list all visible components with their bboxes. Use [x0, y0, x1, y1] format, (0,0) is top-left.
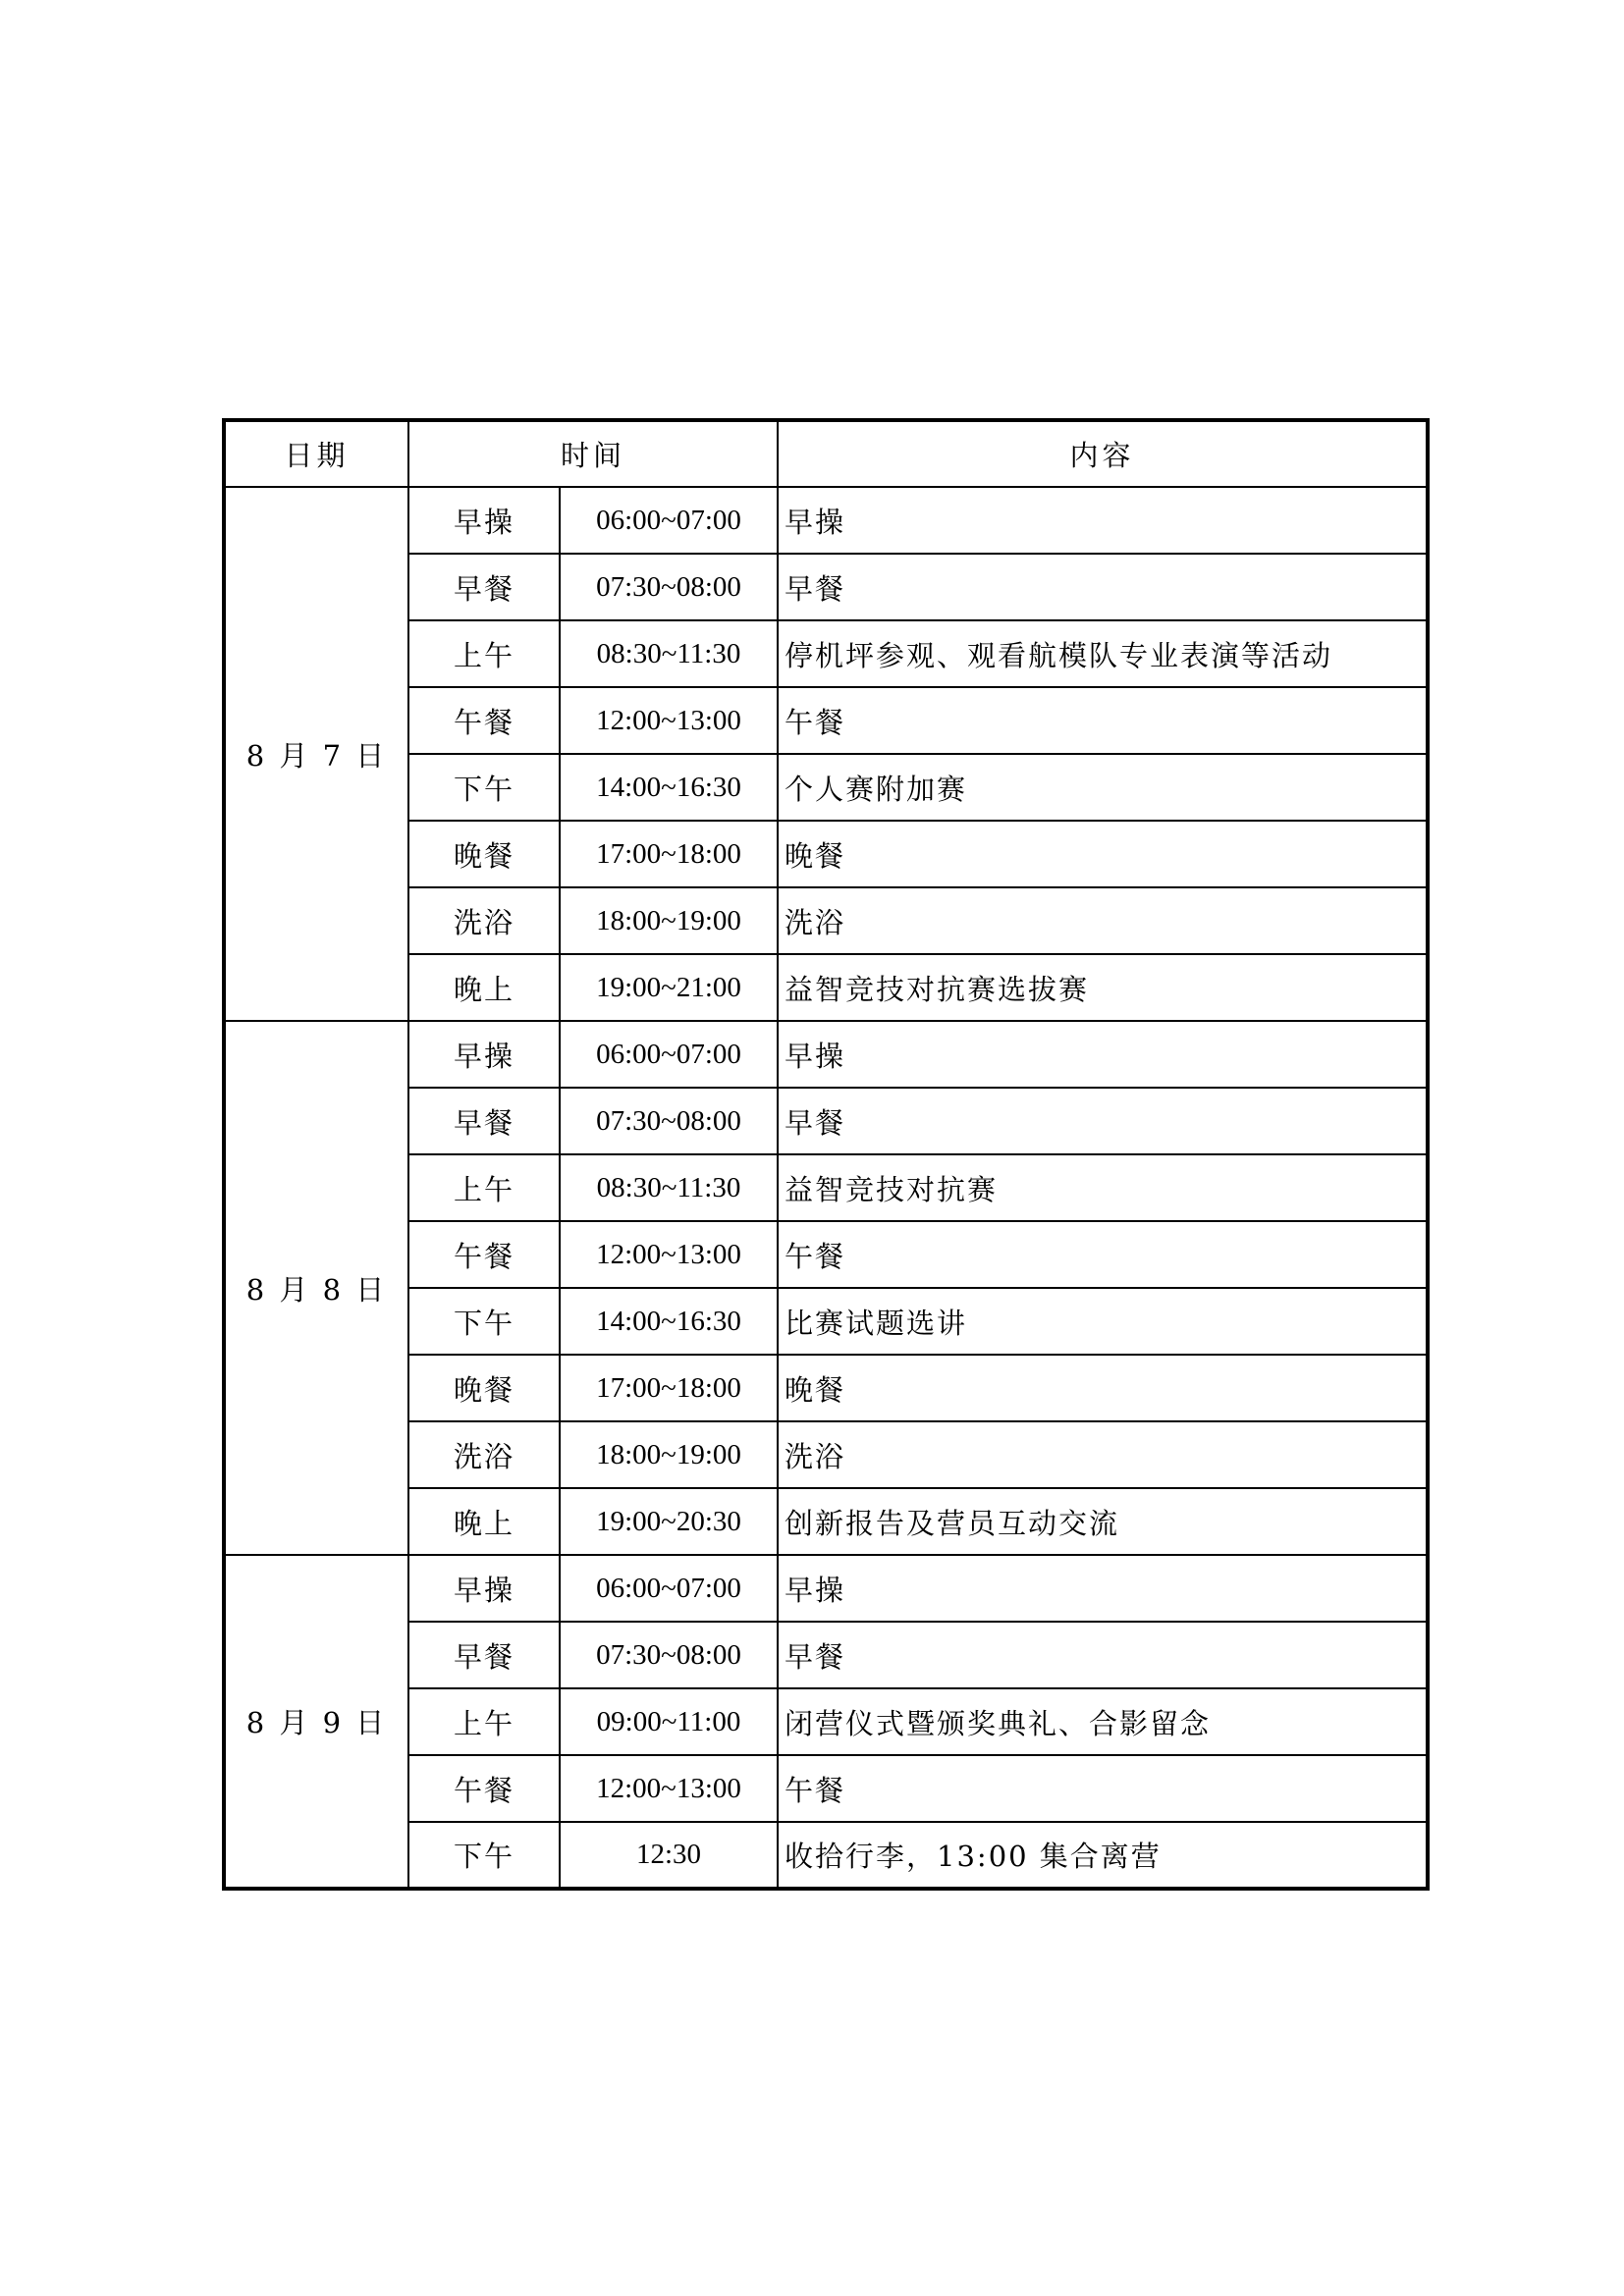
period-cell: 早操 — [408, 487, 560, 554]
period-cell: 晚上 — [408, 954, 560, 1021]
time-cell: 06:00~07:00 — [560, 1555, 778, 1622]
period-cell: 下午 — [408, 754, 560, 821]
content-cell: 午餐 — [778, 1755, 1428, 1822]
period-cell: 下午 — [408, 1822, 560, 1889]
schedule-table — [222, 418, 1430, 1891]
date-cell: 8 月 9 日 — [224, 1555, 408, 1889]
content-cell: 早餐 — [778, 554, 1428, 620]
header-row — [224, 420, 1428, 487]
period-cell: 早餐 — [408, 1622, 560, 1688]
period-cell: 晚上 — [408, 1488, 560, 1555]
period-cell: 洗浴 — [408, 1421, 560, 1488]
date-cell: 8 月 8 日 — [224, 1021, 408, 1555]
content-cell: 午餐 — [778, 687, 1428, 754]
time-cell: 17:00~18:00 — [560, 821, 778, 887]
period-cell: 晚餐 — [408, 821, 560, 887]
content-cell: 比赛试题选讲 — [778, 1288, 1428, 1355]
period-cell: 晚餐 — [408, 1355, 560, 1421]
time-cell: 08:30~11:30 — [560, 1154, 778, 1221]
period-cell: 午餐 — [408, 1221, 560, 1288]
time-cell: 07:30~08:00 — [560, 1622, 778, 1688]
time-cell: 07:30~08:00 — [560, 1088, 778, 1154]
content-cell: 早餐 — [778, 1088, 1428, 1154]
time-cell: 12:00~13:00 — [560, 1755, 778, 1822]
content-cell: 洗浴 — [778, 1421, 1428, 1488]
time-cell: 12:00~13:00 — [560, 1221, 778, 1288]
period-cell: 上午 — [408, 1688, 560, 1755]
period-cell: 上午 — [408, 1154, 560, 1221]
period-cell: 早操 — [408, 1555, 560, 1622]
content-cell: 晚餐 — [778, 821, 1428, 887]
content-cell: 益智竞技对抗赛选拔赛 — [778, 954, 1428, 1021]
period-cell: 早餐 — [408, 1088, 560, 1154]
content-cell: 个人赛附加赛 — [778, 754, 1428, 821]
time-cell: 19:00~20:30 — [560, 1488, 778, 1555]
time-cell: 14:00~16:30 — [560, 1288, 778, 1355]
period-cell: 早操 — [408, 1021, 560, 1088]
content-cell: 闭营仪式暨颁奖典礼、合影留念 — [778, 1688, 1428, 1755]
content-cell: 早餐 — [778, 1622, 1428, 1688]
period-cell: 上午 — [408, 620, 560, 687]
table-row — [224, 1555, 1428, 1622]
time-cell: 08:30~11:30 — [560, 620, 778, 687]
time-cell: 12:00~13:00 — [560, 687, 778, 754]
time-cell: 18:00~19:00 — [560, 1421, 778, 1488]
table-row — [224, 487, 1428, 554]
content-cell: 早操 — [778, 1555, 1428, 1622]
time-cell: 19:00~21:00 — [560, 954, 778, 1021]
content-cell: 益智竞技对抗赛 — [778, 1154, 1428, 1221]
content-cell: 晚餐 — [778, 1355, 1428, 1421]
time-cell: 14:00~16:30 — [560, 754, 778, 821]
content-cell: 停机坪参观、观看航模队专业表演等活动 — [778, 620, 1428, 687]
header-date: 日期 — [224, 420, 408, 487]
period-cell: 洗浴 — [408, 887, 560, 954]
header-content: 内容 — [778, 420, 1428, 487]
table-row — [224, 1021, 1428, 1088]
period-cell: 早餐 — [408, 554, 560, 620]
header-time: 时间 — [408, 420, 778, 487]
time-cell: 06:00~07:00 — [560, 1021, 778, 1088]
period-cell: 午餐 — [408, 687, 560, 754]
content-cell: 早操 — [778, 487, 1428, 554]
time-cell: 07:30~08:00 — [560, 554, 778, 620]
time-cell: 18:00~19:00 — [560, 887, 778, 954]
time-cell: 12:30 — [560, 1822, 778, 1889]
time-cell: 06:00~07:00 — [560, 487, 778, 554]
time-cell: 09:00~11:00 — [560, 1688, 778, 1755]
period-cell: 下午 — [408, 1288, 560, 1355]
content-cell: 收拾行李，13:00 集合离营 — [778, 1822, 1428, 1889]
period-cell: 午餐 — [408, 1755, 560, 1822]
content-cell: 午餐 — [778, 1221, 1428, 1288]
date-cell: 8 月 7 日 — [224, 487, 408, 1021]
time-cell: 17:00~18:00 — [560, 1355, 778, 1421]
content-cell: 创新报告及营员互动交流 — [778, 1488, 1428, 1555]
content-cell: 早操 — [778, 1021, 1428, 1088]
content-cell: 洗浴 — [778, 887, 1428, 954]
